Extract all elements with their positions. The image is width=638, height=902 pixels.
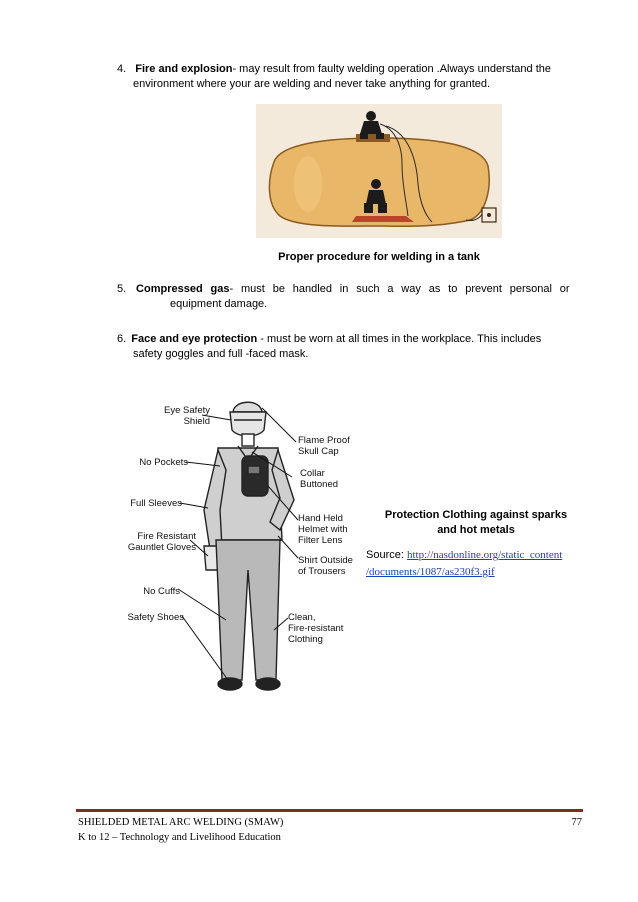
label-hand-held-helmet: Hand Held Helmet with Filter Lens xyxy=(298,513,348,546)
item-5-title: Compressed gas xyxy=(136,283,230,295)
item-6-text-1: - must be worn at all times in the workplace. This includes xyxy=(257,333,542,345)
label-no-pockets: No Pockets xyxy=(139,457,188,468)
item-5-text-1: - must be handled in such a way as to prevent personal or xyxy=(229,283,570,295)
item-6-number: 6. xyxy=(117,333,127,345)
floor-mat xyxy=(352,216,414,222)
item-5-number: 5. xyxy=(117,283,127,295)
source-block xyxy=(366,547,598,581)
label-flame-proof-skull-cap: Flame Proof Skull Cap xyxy=(298,435,350,457)
label-no-cuffs: No Cuffs xyxy=(143,586,180,597)
item-6-line-2: safety goggles and full -faced mask. xyxy=(133,348,309,360)
clothing-caption-line-1: Protection Clothing against sparks xyxy=(384,509,568,521)
welder-body xyxy=(204,402,294,690)
source-link-line-2[interactable]: /documents/1087/as230f3.gif xyxy=(366,566,495,578)
clothing-caption-line-2: and hot metals xyxy=(437,524,515,536)
label-collar-buttoned: Collar Buttoned xyxy=(300,468,339,490)
label-full-sleeves: Full Sleeves xyxy=(130,498,182,509)
footer-subtitle: K to 12 – Technology and Livelihood Education xyxy=(78,832,281,843)
item-4 xyxy=(117,62,587,77)
label-safety-shoes: Safety Shoes xyxy=(127,612,184,623)
clothing-caption xyxy=(366,508,586,538)
item-6 xyxy=(117,332,587,347)
footer-rule xyxy=(76,809,583,812)
label-fire-resistant-gloves: Fire Resistant Gauntlet Gloves xyxy=(127,531,196,553)
label-shirt-outside-trousers: Shirt Outside of Trousers xyxy=(298,555,353,577)
footer-title: SHIELDED METAL ARC WELDING (SMAW) xyxy=(78,817,284,828)
item-5-line-2: equipment damage. xyxy=(170,298,268,310)
page-number: 77 xyxy=(571,817,582,828)
item-6-title: Face and eye protection xyxy=(131,333,258,345)
item-4-text-1: - may result from faulty welding operation .Always understand the xyxy=(232,63,551,75)
item-5 xyxy=(117,282,585,297)
source-link-line-1[interactable]: http://nasdonline.org/static_content xyxy=(406,549,563,561)
tank-caption: Proper procedure for welding in a tank xyxy=(278,251,480,263)
tank-welding-image xyxy=(256,104,502,238)
label-eye-safety-shield: Eye Safety Shield xyxy=(164,405,210,427)
source-label: Source: xyxy=(366,549,407,561)
item-4-line-2: environment where your are welding and never take anything for granted. xyxy=(133,78,491,90)
label-clean-fire-resistant-clothing: Clean, Fire-resistant Clothing xyxy=(288,612,344,645)
item-4-title: Fire and explosion xyxy=(135,63,233,75)
item-4-number: 4. xyxy=(117,63,127,75)
tank-welding-illustration xyxy=(256,104,502,238)
